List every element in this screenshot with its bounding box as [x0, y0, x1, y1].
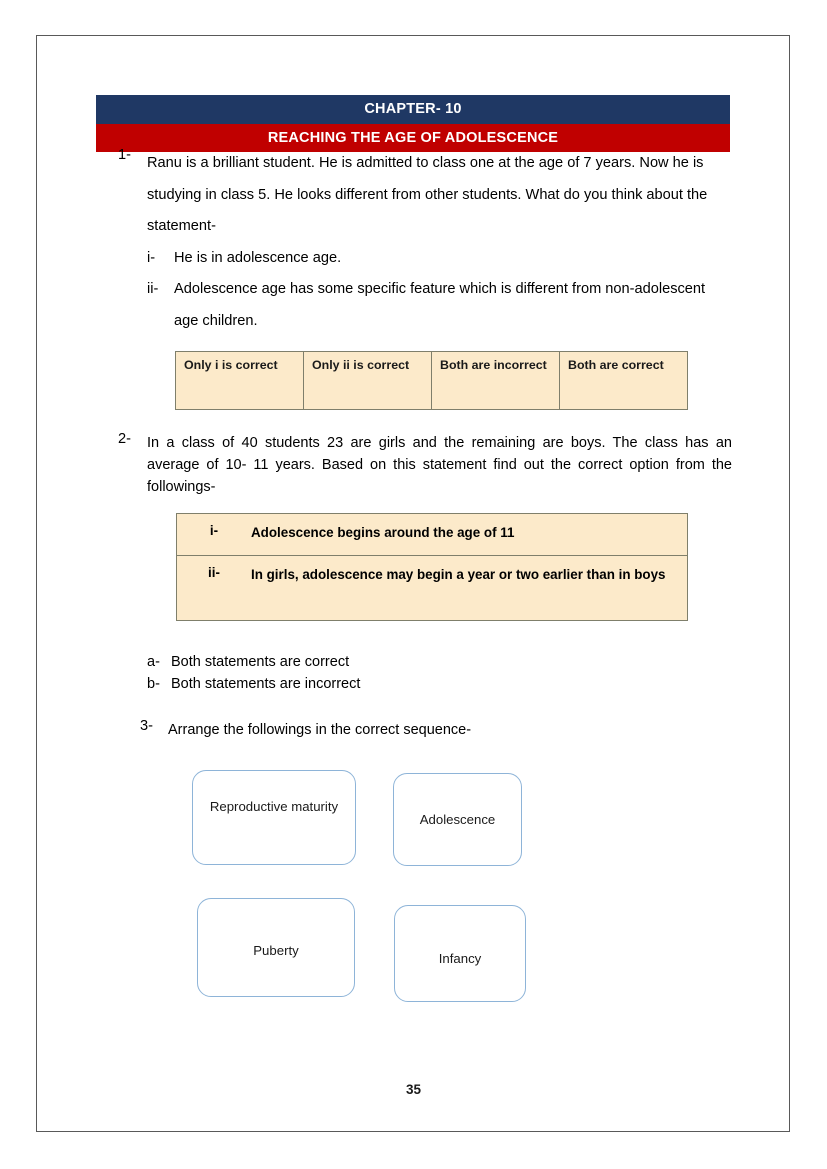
- statement-i-marker: i-: [209, 523, 219, 538]
- statement-row-ii: [177, 556, 687, 620]
- question-1-sub-statement-i: [147, 243, 732, 275]
- statement-row-i: [177, 514, 687, 556]
- page-number: 35: [405, 1082, 422, 1097]
- chapter-header: [96, 95, 730, 152]
- sequence-box-puberty[interactable]: [197, 898, 355, 997]
- question-2-statements-table: [176, 513, 688, 621]
- question-2-number: 2-: [118, 431, 131, 447]
- question-1-sub-statement-ii: [147, 274, 732, 337]
- question-1-block: [118, 148, 732, 337]
- question-2-text: In a class of 40 students 23 are girls and the remaining are boys. The class has an average of 10- 11 years. Based on this statement find out the correct option from the followings-: [147, 435, 732, 495]
- sequence-box-3-label: Puberty: [253, 942, 299, 958]
- answer-option-b[interactable]: [147, 673, 360, 695]
- question-3-number: 3-: [140, 718, 153, 734]
- sub-statement-ii-text: Adolescence age has some specific feature which is different from non-adolescent age children.: [174, 281, 706, 329]
- question-3-block: [140, 719, 700, 741]
- question-3-row: [140, 719, 700, 741]
- answer-option-b-marker: b-: [147, 676, 160, 692]
- option-cell-only-ii-correct[interactable]: Only ii is correct: [304, 352, 432, 409]
- statement-ii-marker: ii-: [208, 565, 220, 580]
- question-1-sub-statements: [118, 243, 732, 338]
- sequence-box-infancy[interactable]: [394, 905, 526, 1002]
- question-2-row: [118, 432, 732, 498]
- sub-statement-i-text: He is in adolescence age.: [174, 249, 342, 266]
- chapter-number-bar: CHAPTER- 10: [96, 95, 730, 124]
- sequence-box-1-label: Reproductive maturity: [209, 798, 339, 814]
- option-cell-both-correct[interactable]: Both are correct: [568, 358, 664, 372]
- sub-statement-i-marker: i-: [147, 249, 156, 266]
- option-cell-both-incorrect[interactable]: Both are incorrect: [432, 352, 560, 409]
- answer-option-b-text: Both statements are incorrect: [171, 676, 361, 692]
- sequence-box-4-label: Infancy: [438, 950, 482, 966]
- sub-statement-ii-marker: ii-: [147, 281, 159, 297]
- chapter-title-bar: REACHING THE AGE OF ADOLESCENCE: [96, 124, 730, 153]
- answer-option-a[interactable]: [147, 651, 360, 673]
- statement-ii-text: In girls, adolescence may begin a year or two earlier than in boys: [251, 567, 666, 582]
- question-2-block: [118, 432, 732, 498]
- question-3-text: Arrange the followings in the correct sequence-: [168, 722, 472, 738]
- question-2-answer-options: [147, 651, 360, 695]
- question-1-number: 1-: [118, 147, 131, 163]
- answer-option-a-text: Both statements are correct: [171, 654, 350, 670]
- statement-i-text: Adolescence begins around the age of 11: [251, 525, 515, 540]
- sequence-box-adolescence[interactable]: [393, 773, 522, 866]
- question-1-row: [118, 148, 732, 243]
- answer-option-a-marker: a-: [147, 654, 160, 670]
- question-1-text: Ranu is a brilliant student. He is admitted to class one at the age of 7 years. Now he is studying in class 5. He looks different from other students. What do you think about the statement-: [147, 155, 708, 234]
- sequence-box-2-label: Adolescence: [419, 811, 496, 827]
- sequence-box-reproductive-maturity[interactable]: [192, 770, 356, 865]
- question-1-options-table: [175, 351, 688, 410]
- option-cell-only-i-correct[interactable]: Only i is correct: [176, 352, 304, 409]
